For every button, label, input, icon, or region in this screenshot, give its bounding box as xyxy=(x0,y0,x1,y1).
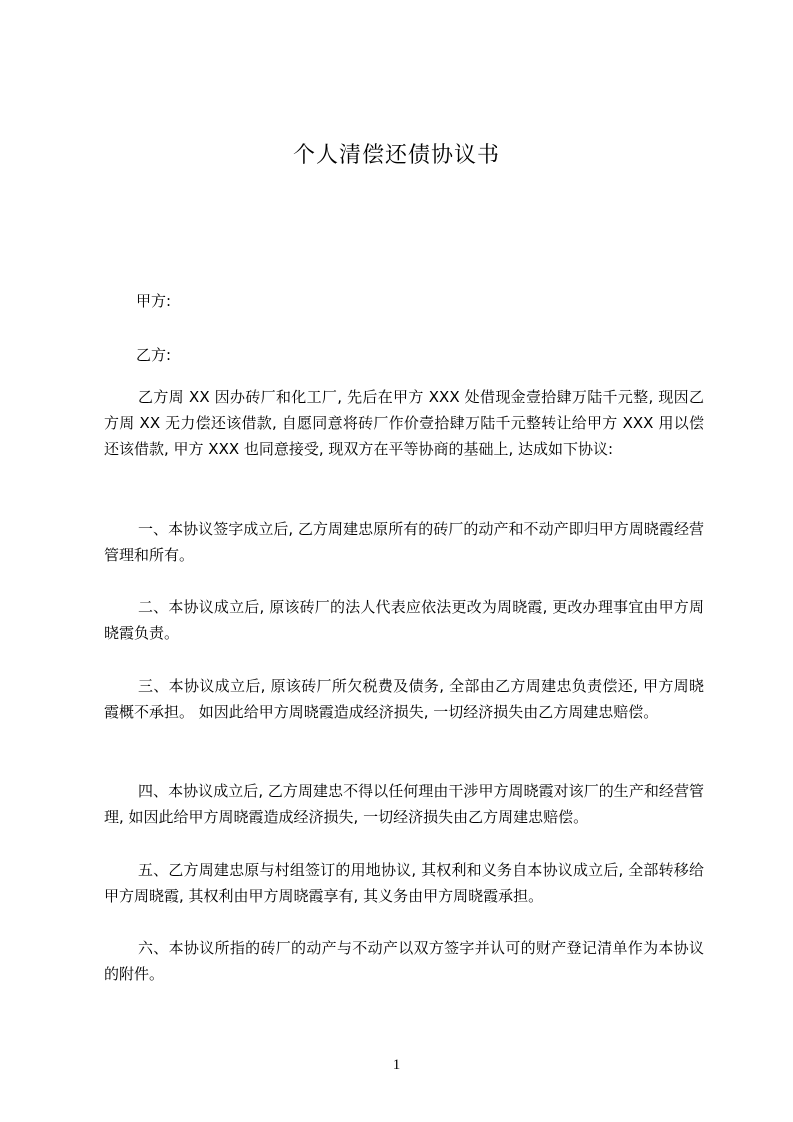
clause-2: 二、本协议成立后, 原该砖厂的法人代表应依法更改为周晓霞, 更改办理事宜由甲方周晓霞负责。 xyxy=(104,598,704,642)
intro-paragraph: 乙方周 XX 因办砖厂和化工厂, 先后在甲方 XXX 处借现金壹拾肆万陆千元整, 现因乙方周 XX 无力偿还该借款, 自愿同意将砖厂作价壹拾肆万陆千元整转让给甲方 XXX 用以偿还该借款, 甲方 XXX 也同意接受, 现双方在平等协商的基础上, 达成如下协议: xyxy=(104,388,704,458)
clause-1: 一、本协议签字成立后, 乙方周建忠原所有的砖厂的动产和不动产即归甲方周晓霞经营管理和所有。 xyxy=(104,520,704,564)
party-b-label: 乙方: xyxy=(136,346,172,364)
party-a-label: 甲方: xyxy=(136,292,172,310)
page-number: 1 xyxy=(392,1057,401,1073)
clause-4: 四、本协议成立后, 乙方周建忠不得以任何理由干涉甲方周晓霞对该厂的生产和经营管理, 如因此给甲方周晓霞造成经济损失, 一切经济损失由乙方周建忠赔偿。 xyxy=(104,782,704,826)
clause-5: 五、乙方周建忠原与村组签订的用地协议, 其权利和义务自本协议成立后, 全部转移给甲方周晓霞, 其权利由甲方周晓霞享有, 其义务由甲方周晓霞承担。 xyxy=(104,861,704,905)
clause-6: 六、本协议所指的砖厂的动产与不动产以双方签字并认可的财产登记清单作为本协议的附件。 xyxy=(104,939,704,983)
document-title: 个人清偿还债协议书 xyxy=(292,143,500,168)
clause-3: 三、本协议成立后, 原该砖厂所欠税费及债务, 全部由乙方周建忠负责偿还, 甲方周晓霞概不承担。 如因此给甲方周晓霞造成经济损失, 一切经济损失由乙方周建忠赔偿。 xyxy=(104,677,704,721)
